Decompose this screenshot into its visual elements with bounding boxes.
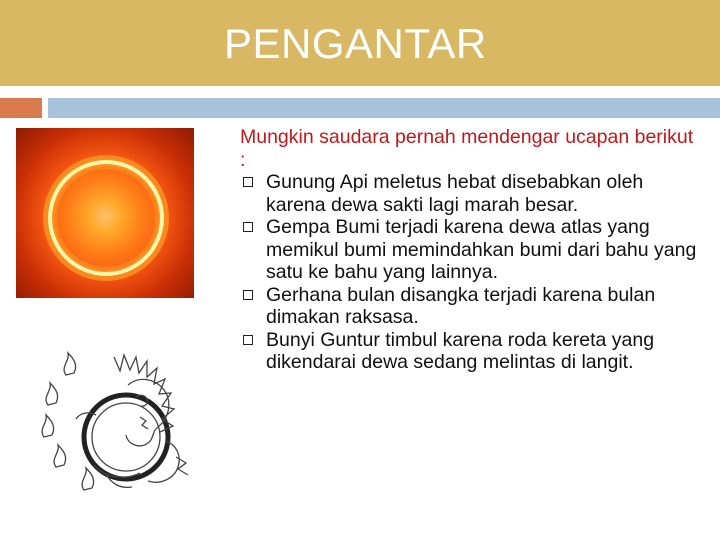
square-bullet-icon (243, 222, 253, 232)
slide-title: PENGANTAR (224, 20, 487, 67)
bullet-text: Gempa Bumi terjadi karena dewa atlas yang memikul bumi memindahkan bumi dari bahu yang satu ke bahu yang lainnya. (266, 216, 697, 283)
bullet-item (240, 216, 700, 284)
bullet-text: Bunyi Guntur timbul karena roda kereta yang dikendarai dewa sedang melintas di langit. (266, 328, 655, 373)
bullet-item (240, 329, 700, 374)
square-bullet-icon (243, 177, 253, 187)
bullet-text: Gunung Api meletus hebat disebabkan oleh karena dewa sakti lagi marah besar. (266, 171, 644, 216)
accent-bar-blue (48, 98, 720, 118)
slide-body (240, 126, 700, 374)
bullet-list (240, 171, 700, 374)
intro-text: Mungkin saudara pernah mendengar ucapan berikut : (240, 126, 694, 171)
eclipse-myth-illustration (36, 345, 201, 500)
bullet-item (240, 284, 700, 329)
square-bullet-icon (243, 290, 253, 300)
accent-bar-orange (0, 98, 42, 118)
square-bullet-icon (243, 335, 253, 345)
solar-eclipse-image (16, 128, 194, 298)
bullet-text: Gerhana bulan disangka terjadi karena bulan dimakan raksasa. (266, 283, 656, 328)
bullet-item (240, 171, 700, 216)
